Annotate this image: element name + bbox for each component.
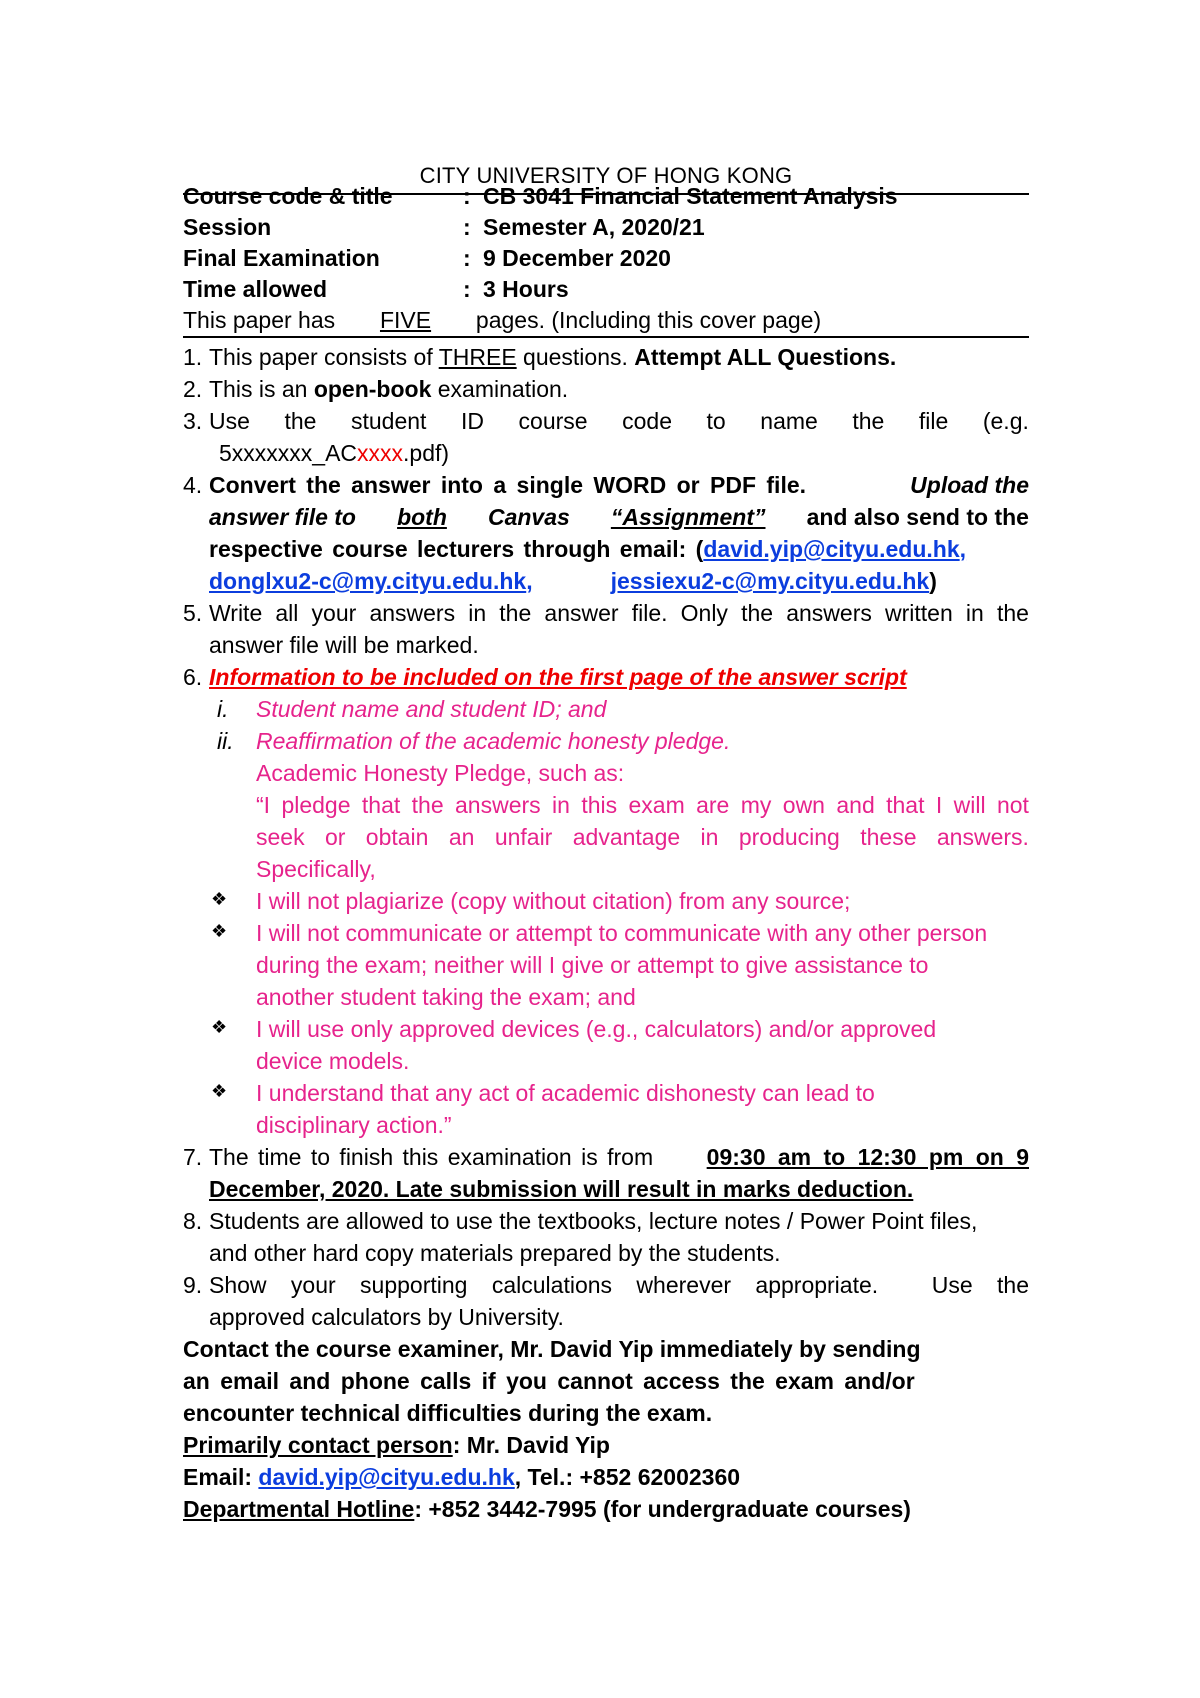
time-value: 3 Hours: [483, 276, 569, 302]
item-text: Canvas: [487, 504, 570, 530]
comma: ,: [526, 568, 533, 594]
item-text: This is an: [209, 376, 308, 402]
time-label: Time allowed: [183, 276, 328, 302]
item-number: 6.: [183, 664, 203, 690]
list-item: [183, 661, 1029, 693]
item-text: “I pledge that the answers in this exam are my own and that I will not: [256, 792, 1029, 818]
pages-post: pages. (Including this cover page): [475, 307, 822, 333]
colon: :: [463, 245, 471, 271]
item-text: Show your supporting calculations wherever appropriate.: [209, 1272, 879, 1298]
item-text: THREE: [438, 344, 517, 370]
item-text: answer file to: [209, 504, 356, 530]
item-text: I will use only approved devices (e.g., calculators) and/or approved: [256, 1016, 937, 1042]
item-number: 9.: [183, 1272, 203, 1298]
item-text: December, 2020. Late submission will result in marks deduction.: [209, 1176, 914, 1202]
email-line: [183, 1461, 1029, 1493]
item-text: Upload the: [910, 472, 1029, 498]
item-text: Convert the answer into a single WORD or PDF file.: [209, 472, 807, 498]
item-number: 2.: [183, 376, 203, 402]
exam-value: 9 December 2020: [483, 245, 671, 271]
email-link[interactable]: jessiexu2-c@my.cityu.edu.hk: [610, 568, 930, 594]
course-value: CB 3041 Financial Statement Analysis: [483, 183, 898, 209]
section-heading: Information to be included on the first page of the answer script: [209, 664, 907, 690]
email-link[interactable]: donglxu2-c@my.cityu.edu.hk: [209, 568, 527, 594]
item-number: 3.: [183, 408, 203, 434]
item-number: 8.: [183, 1208, 203, 1234]
contact-text: encounter technical difficulties during the exam.: [183, 1400, 713, 1426]
session-row: [183, 211, 1029, 243]
item-text: approved calculators by University.: [209, 1304, 564, 1330]
roman-numeral: i.: [217, 696, 229, 722]
item-text: open-book: [313, 376, 432, 402]
course-row: [183, 180, 1029, 212]
exam-row: [183, 242, 1029, 274]
item-text: The time to finish this examination is from: [209, 1144, 654, 1170]
colon: :: [463, 214, 471, 240]
diamond-bullet-icon: ❖: [211, 1081, 228, 1101]
exam-label: Final Examination: [183, 245, 380, 271]
contact-text: an email and phone calls if you cannot access the exam and/or: [183, 1368, 915, 1394]
session-label: Session: [183, 214, 272, 240]
item-text: device models.: [256, 1048, 410, 1074]
item-text: Academic Honesty Pledge, such as:: [256, 760, 625, 786]
email-link[interactable]: david.yip@cityu.edu.hk: [703, 536, 960, 562]
item-number: 5.: [183, 600, 203, 626]
colon: :: [463, 183, 471, 209]
item-text: Use the: [931, 1272, 1029, 1298]
item-text: Use the student ID course code to name the file (e.g.: [209, 408, 1029, 434]
item-text: Specifically,: [256, 856, 376, 882]
item-text: “Assignment”: [610, 504, 766, 530]
primary-contact: [183, 1429, 1029, 1461]
item-text: both: [397, 504, 447, 530]
item-text: during the exam; neither will I give or attempt to give assistance to: [256, 952, 929, 978]
hotline-line: [183, 1493, 1029, 1525]
item-text: Write all your answers in the answer file. Only the answers written in the: [209, 600, 1029, 626]
pages-line: [183, 304, 1029, 338]
item-text: Reaffirmation of the academic honesty pledge.: [256, 728, 731, 754]
session-value: Semester A, 2020/21: [483, 214, 705, 240]
item-text: 09:30 am to 12:30 pm on 9: [706, 1144, 1029, 1170]
diamond-bullet-icon: ❖: [211, 889, 228, 909]
email-link[interactable]: david.yip@cityu.edu.hk: [258, 1464, 515, 1490]
diamond-bullet-icon: ❖: [211, 1017, 228, 1037]
item-text: .pdf): [403, 440, 450, 466]
item-text: questions.: [523, 344, 628, 370]
item-text: This paper consists of: [209, 344, 433, 370]
email-label: Email:: [183, 1464, 253, 1490]
course-label: Course code & title: [183, 183, 393, 209]
diamond-bullet-icon: ❖: [211, 921, 228, 941]
hotline-label: Departmental Hotline: [183, 1496, 415, 1522]
item-text: examination.: [437, 376, 569, 402]
item-text: and other hard copy materials prepared by the students.: [209, 1240, 781, 1266]
primary-contact-value: : Mr. David Yip: [452, 1432, 610, 1458]
item-text: answer file will be marked.: [209, 632, 479, 658]
item-text: Student name and student ID; and: [256, 696, 607, 722]
item-text: I understand that any act of academic dishonesty can lead to: [256, 1080, 875, 1106]
telephone: , Tel.: +852 62002360: [514, 1464, 741, 1490]
comma: ,: [959, 536, 967, 562]
item-text: I will not communicate or attempt to communicate with any other person: [256, 920, 988, 946]
colon: :: [463, 276, 471, 302]
roman-numeral: ii.: [217, 728, 234, 754]
item-number: 1.: [183, 344, 203, 370]
item-text: respective course lecturers through email: (: [209, 536, 704, 562]
item-text: seek or obtain an unfair advantage in producing these answers.: [256, 824, 1029, 850]
item-text: disciplinary action.”: [256, 1112, 452, 1138]
item-text: 5xxxxxxx_AC: [219, 440, 358, 466]
item-number: 7.: [183, 1144, 203, 1170]
hotline-value: : +852 3442-7995 (for undergraduate courses): [414, 1496, 911, 1522]
primary-contact-label: Primarily contact person: [183, 1432, 453, 1458]
pages-count: FIVE: [379, 307, 432, 333]
close-paren: ): [929, 568, 937, 594]
item-text: Attempt ALL Questions.: [634, 344, 897, 370]
item-number: 4.: [183, 472, 203, 498]
item-text: Students are allowed to use the textbooks, lecture notes / Power Point files,: [209, 1208, 978, 1234]
list-item: [183, 341, 1029, 373]
item-text: xxxx: [357, 440, 404, 466]
time-row: [183, 273, 1029, 305]
list-item: [183, 373, 1029, 405]
university-name: CITY UNIVERSITY OF HONG KONG: [419, 163, 793, 188]
contact-text: Contact the course examiner, Mr. David Yip immediately by sending: [183, 1336, 921, 1362]
item-text: another student taking the exam; and: [256, 984, 636, 1010]
item-text: I will not plagiarize (copy without citation) from any source;: [256, 888, 851, 914]
pages-pre: This paper has: [183, 307, 336, 333]
item-text: and also send to the: [806, 504, 1029, 530]
